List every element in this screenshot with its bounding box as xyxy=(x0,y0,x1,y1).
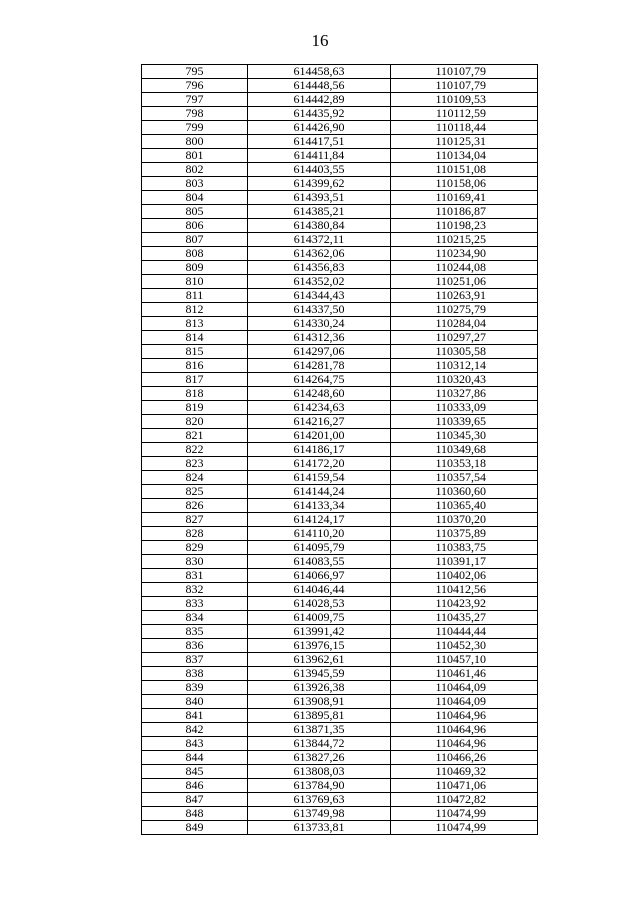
table-row xyxy=(142,625,538,639)
y-coordinate-cell: 110333,09 xyxy=(391,401,538,415)
point-number-cell: 821 xyxy=(142,429,248,443)
y-coordinate-cell: 110186,87 xyxy=(391,205,538,219)
table-row xyxy=(142,429,538,443)
y-coordinate-cell: 110474,99 xyxy=(391,821,538,835)
point-number-cell: 839 xyxy=(142,681,248,695)
y-coordinate-cell: 110107,79 xyxy=(391,79,538,93)
point-number-cell: 822 xyxy=(142,443,248,457)
x-coordinate-cell: 614426,90 xyxy=(248,121,391,135)
table-row xyxy=(142,233,538,247)
table-row xyxy=(142,121,538,135)
y-coordinate-cell: 110263,91 xyxy=(391,289,538,303)
x-coordinate-cell: 614028,53 xyxy=(248,597,391,611)
point-number-cell: 797 xyxy=(142,93,248,107)
table-row xyxy=(142,513,538,527)
point-number-cell: 841 xyxy=(142,709,248,723)
point-number-cell: 805 xyxy=(142,205,248,219)
y-coordinate-cell: 110107,79 xyxy=(391,65,538,79)
point-number-cell: 829 xyxy=(142,541,248,555)
y-coordinate-cell: 110297,27 xyxy=(391,331,538,345)
table-row xyxy=(142,387,538,401)
table-row xyxy=(142,611,538,625)
point-number-cell: 809 xyxy=(142,261,248,275)
table-row xyxy=(142,793,538,807)
x-coordinate-cell: 613784,90 xyxy=(248,779,391,793)
x-coordinate-cell: 614046,44 xyxy=(248,583,391,597)
table-row xyxy=(142,527,538,541)
x-coordinate-cell: 614458,63 xyxy=(248,65,391,79)
y-coordinate-cell: 110360,60 xyxy=(391,485,538,499)
table-row xyxy=(142,65,538,79)
point-number-cell: 848 xyxy=(142,807,248,821)
x-coordinate-cell: 614281,78 xyxy=(248,359,391,373)
y-coordinate-cell: 110244,08 xyxy=(391,261,538,275)
x-coordinate-cell: 614009,75 xyxy=(248,611,391,625)
table-row xyxy=(142,107,538,121)
table-row xyxy=(142,275,538,289)
table-row xyxy=(142,541,538,555)
table-row xyxy=(142,205,538,219)
table-row xyxy=(142,303,538,317)
y-coordinate-cell: 110158,06 xyxy=(391,177,538,191)
x-coordinate-cell: 613844,72 xyxy=(248,737,391,751)
table-row xyxy=(142,779,538,793)
table-row xyxy=(142,149,538,163)
y-coordinate-cell: 110375,89 xyxy=(391,527,538,541)
x-coordinate-cell: 614159,54 xyxy=(248,471,391,485)
y-coordinate-cell: 110305,58 xyxy=(391,345,538,359)
y-coordinate-cell: 110125,31 xyxy=(391,135,538,149)
point-number-cell: 843 xyxy=(142,737,248,751)
table-row xyxy=(142,135,538,149)
x-coordinate-cell: 614372,11 xyxy=(248,233,391,247)
y-coordinate-cell: 110412,56 xyxy=(391,583,538,597)
table-row xyxy=(142,681,538,695)
y-coordinate-cell: 110365,40 xyxy=(391,499,538,513)
point-number-cell: 808 xyxy=(142,247,248,261)
y-coordinate-cell: 110109,53 xyxy=(391,93,538,107)
point-number-cell: 838 xyxy=(142,667,248,681)
point-number-cell: 849 xyxy=(142,821,248,835)
point-number-cell: 834 xyxy=(142,611,248,625)
x-coordinate-cell: 614083,55 xyxy=(248,555,391,569)
y-coordinate-cell: 110251,06 xyxy=(391,275,538,289)
table-row xyxy=(142,555,538,569)
point-number-cell: 810 xyxy=(142,275,248,289)
point-number-cell: 800 xyxy=(142,135,248,149)
table-row xyxy=(142,639,538,653)
x-coordinate-cell: 614216,27 xyxy=(248,415,391,429)
x-coordinate-cell: 614442,89 xyxy=(248,93,391,107)
x-coordinate-cell: 613962,61 xyxy=(248,653,391,667)
table-row xyxy=(142,765,538,779)
x-coordinate-cell: 614234,63 xyxy=(248,401,391,415)
point-number-cell: 837 xyxy=(142,653,248,667)
x-coordinate-cell: 614095,79 xyxy=(248,541,391,555)
y-coordinate-cell: 110320,43 xyxy=(391,373,538,387)
y-coordinate-cell: 110339,65 xyxy=(391,415,538,429)
table-row xyxy=(142,401,538,415)
table-row xyxy=(142,317,538,331)
point-number-cell: 825 xyxy=(142,485,248,499)
x-coordinate-cell: 613749,98 xyxy=(248,807,391,821)
y-coordinate-cell: 110464,96 xyxy=(391,737,538,751)
y-coordinate-cell: 110464,96 xyxy=(391,723,538,737)
point-number-cell: 801 xyxy=(142,149,248,163)
y-coordinate-cell: 110474,99 xyxy=(391,807,538,821)
y-coordinate-cell: 110312,14 xyxy=(391,359,538,373)
point-number-cell: 827 xyxy=(142,513,248,527)
y-coordinate-cell: 110215,25 xyxy=(391,233,538,247)
point-number-cell: 796 xyxy=(142,79,248,93)
x-coordinate-cell: 614362,06 xyxy=(248,247,391,261)
y-coordinate-cell: 110464,09 xyxy=(391,681,538,695)
x-coordinate-cell: 613827,26 xyxy=(248,751,391,765)
x-coordinate-cell: 614264,75 xyxy=(248,373,391,387)
y-coordinate-cell: 110357,54 xyxy=(391,471,538,485)
x-coordinate-cell: 614352,02 xyxy=(248,275,391,289)
y-coordinate-cell: 110198,23 xyxy=(391,219,538,233)
y-coordinate-cell: 110391,17 xyxy=(391,555,538,569)
y-coordinate-cell: 110134,04 xyxy=(391,149,538,163)
y-coordinate-cell: 110444,44 xyxy=(391,625,538,639)
table-row xyxy=(142,569,538,583)
y-coordinate-cell: 110169,41 xyxy=(391,191,538,205)
y-coordinate-cell: 110383,75 xyxy=(391,541,538,555)
table-row xyxy=(142,261,538,275)
table-row xyxy=(142,499,538,513)
point-number-cell: 819 xyxy=(142,401,248,415)
point-number-cell: 813 xyxy=(142,317,248,331)
x-coordinate-cell: 614201,00 xyxy=(248,429,391,443)
point-number-cell: 811 xyxy=(142,289,248,303)
table-row xyxy=(142,751,538,765)
y-coordinate-cell: 110464,09 xyxy=(391,695,538,709)
table-body xyxy=(142,65,538,835)
point-number-cell: 823 xyxy=(142,457,248,471)
table-row xyxy=(142,177,538,191)
x-coordinate-cell: 614403,55 xyxy=(248,163,391,177)
point-number-cell: 803 xyxy=(142,177,248,191)
y-coordinate-cell: 110284,04 xyxy=(391,317,538,331)
point-number-cell: 831 xyxy=(142,569,248,583)
table-row xyxy=(142,597,538,611)
point-number-cell: 828 xyxy=(142,527,248,541)
table-row xyxy=(142,191,538,205)
x-coordinate-cell: 614417,51 xyxy=(248,135,391,149)
point-number-cell: 818 xyxy=(142,387,248,401)
table-row xyxy=(142,709,538,723)
point-number-cell: 815 xyxy=(142,345,248,359)
table-row xyxy=(142,289,538,303)
table-row xyxy=(142,471,538,485)
x-coordinate-cell: 613926,38 xyxy=(248,681,391,695)
y-coordinate-cell: 110118,44 xyxy=(391,121,538,135)
point-number-cell: 846 xyxy=(142,779,248,793)
x-coordinate-cell: 614411,84 xyxy=(248,149,391,163)
point-number-cell: 816 xyxy=(142,359,248,373)
y-coordinate-cell: 110461,46 xyxy=(391,667,538,681)
point-number-cell: 842 xyxy=(142,723,248,737)
point-number-cell: 798 xyxy=(142,107,248,121)
point-number-cell: 795 xyxy=(142,65,248,79)
y-coordinate-cell: 110112,59 xyxy=(391,107,538,121)
point-number-cell: 814 xyxy=(142,331,248,345)
table-row xyxy=(142,163,538,177)
table-row xyxy=(142,653,538,667)
x-coordinate-cell: 614172,20 xyxy=(248,457,391,471)
table-row xyxy=(142,807,538,821)
table-row xyxy=(142,79,538,93)
y-coordinate-cell: 110472,82 xyxy=(391,793,538,807)
table-row xyxy=(142,373,538,387)
table-row xyxy=(142,247,538,261)
point-number-cell: 833 xyxy=(142,597,248,611)
point-number-cell: 845 xyxy=(142,765,248,779)
point-number-cell: 847 xyxy=(142,793,248,807)
y-coordinate-cell: 110469,32 xyxy=(391,765,538,779)
table-row xyxy=(142,723,538,737)
table-row xyxy=(142,583,538,597)
y-coordinate-cell: 110275,79 xyxy=(391,303,538,317)
coordinates-table xyxy=(141,64,538,835)
x-coordinate-cell: 613991,42 xyxy=(248,625,391,639)
point-number-cell: 806 xyxy=(142,219,248,233)
x-coordinate-cell: 614330,24 xyxy=(248,317,391,331)
point-number-cell: 835 xyxy=(142,625,248,639)
y-coordinate-cell: 110471,06 xyxy=(391,779,538,793)
point-number-cell: 824 xyxy=(142,471,248,485)
y-coordinate-cell: 110457,10 xyxy=(391,653,538,667)
x-coordinate-cell: 613808,03 xyxy=(248,765,391,779)
point-number-cell: 844 xyxy=(142,751,248,765)
table-row xyxy=(142,821,538,835)
x-coordinate-cell: 613908,91 xyxy=(248,695,391,709)
table-row xyxy=(142,359,538,373)
table-row xyxy=(142,345,538,359)
x-coordinate-cell: 613945,59 xyxy=(248,667,391,681)
table-row xyxy=(142,219,538,233)
point-number-cell: 804 xyxy=(142,191,248,205)
y-coordinate-cell: 110151,08 xyxy=(391,163,538,177)
y-coordinate-cell: 110234,90 xyxy=(391,247,538,261)
x-coordinate-cell: 614380,84 xyxy=(248,219,391,233)
y-coordinate-cell: 110353,18 xyxy=(391,457,538,471)
table-row xyxy=(142,457,538,471)
table-row xyxy=(142,737,538,751)
x-coordinate-cell: 614435,92 xyxy=(248,107,391,121)
point-number-cell: 817 xyxy=(142,373,248,387)
y-coordinate-cell: 110370,20 xyxy=(391,513,538,527)
x-coordinate-cell: 614186,17 xyxy=(248,443,391,457)
point-number-cell: 799 xyxy=(142,121,248,135)
x-coordinate-cell: 613871,35 xyxy=(248,723,391,737)
table-row xyxy=(142,667,538,681)
page-number: 16 xyxy=(311,31,329,50)
x-coordinate-cell: 613769,63 xyxy=(248,793,391,807)
point-number-cell: 807 xyxy=(142,233,248,247)
x-coordinate-cell: 614399,62 xyxy=(248,177,391,191)
x-coordinate-cell: 613976,15 xyxy=(248,639,391,653)
point-number-cell: 840 xyxy=(142,695,248,709)
x-coordinate-cell: 613733,81 xyxy=(248,821,391,835)
x-coordinate-cell: 613895,81 xyxy=(248,709,391,723)
table-row xyxy=(142,93,538,107)
x-coordinate-cell: 614448,56 xyxy=(248,79,391,93)
x-coordinate-cell: 614297,06 xyxy=(248,345,391,359)
x-coordinate-cell: 614248,60 xyxy=(248,387,391,401)
x-coordinate-cell: 614066,97 xyxy=(248,569,391,583)
y-coordinate-cell: 110423,92 xyxy=(391,597,538,611)
x-coordinate-cell: 614133,34 xyxy=(248,499,391,513)
y-coordinate-cell: 110466,26 xyxy=(391,751,538,765)
point-number-cell: 802 xyxy=(142,163,248,177)
point-number-cell: 826 xyxy=(142,499,248,513)
x-coordinate-cell: 614144,24 xyxy=(248,485,391,499)
x-coordinate-cell: 614110,20 xyxy=(248,527,391,541)
table-row xyxy=(142,485,538,499)
table-row xyxy=(142,415,538,429)
point-number-cell: 812 xyxy=(142,303,248,317)
x-coordinate-cell: 614312,36 xyxy=(248,331,391,345)
point-number-cell: 836 xyxy=(142,639,248,653)
table-row xyxy=(142,443,538,457)
point-number-cell: 832 xyxy=(142,583,248,597)
x-coordinate-cell: 614393,51 xyxy=(248,191,391,205)
point-number-cell: 830 xyxy=(142,555,248,569)
x-coordinate-cell: 614385,21 xyxy=(248,205,391,219)
y-coordinate-cell: 110327,86 xyxy=(391,387,538,401)
table-row xyxy=(142,331,538,345)
point-number-cell: 820 xyxy=(142,415,248,429)
y-coordinate-cell: 110435,27 xyxy=(391,611,538,625)
y-coordinate-cell: 110345,30 xyxy=(391,429,538,443)
table-row xyxy=(142,695,538,709)
y-coordinate-cell: 110402,06 xyxy=(391,569,538,583)
y-coordinate-cell: 110464,96 xyxy=(391,709,538,723)
x-coordinate-cell: 614344,43 xyxy=(248,289,391,303)
y-coordinate-cell: 110452,30 xyxy=(391,639,538,653)
x-coordinate-cell: 614356,83 xyxy=(248,261,391,275)
x-coordinate-cell: 614124,17 xyxy=(248,513,391,527)
x-coordinate-cell: 614337,50 xyxy=(248,303,391,317)
y-coordinate-cell: 110349,68 xyxy=(391,443,538,457)
